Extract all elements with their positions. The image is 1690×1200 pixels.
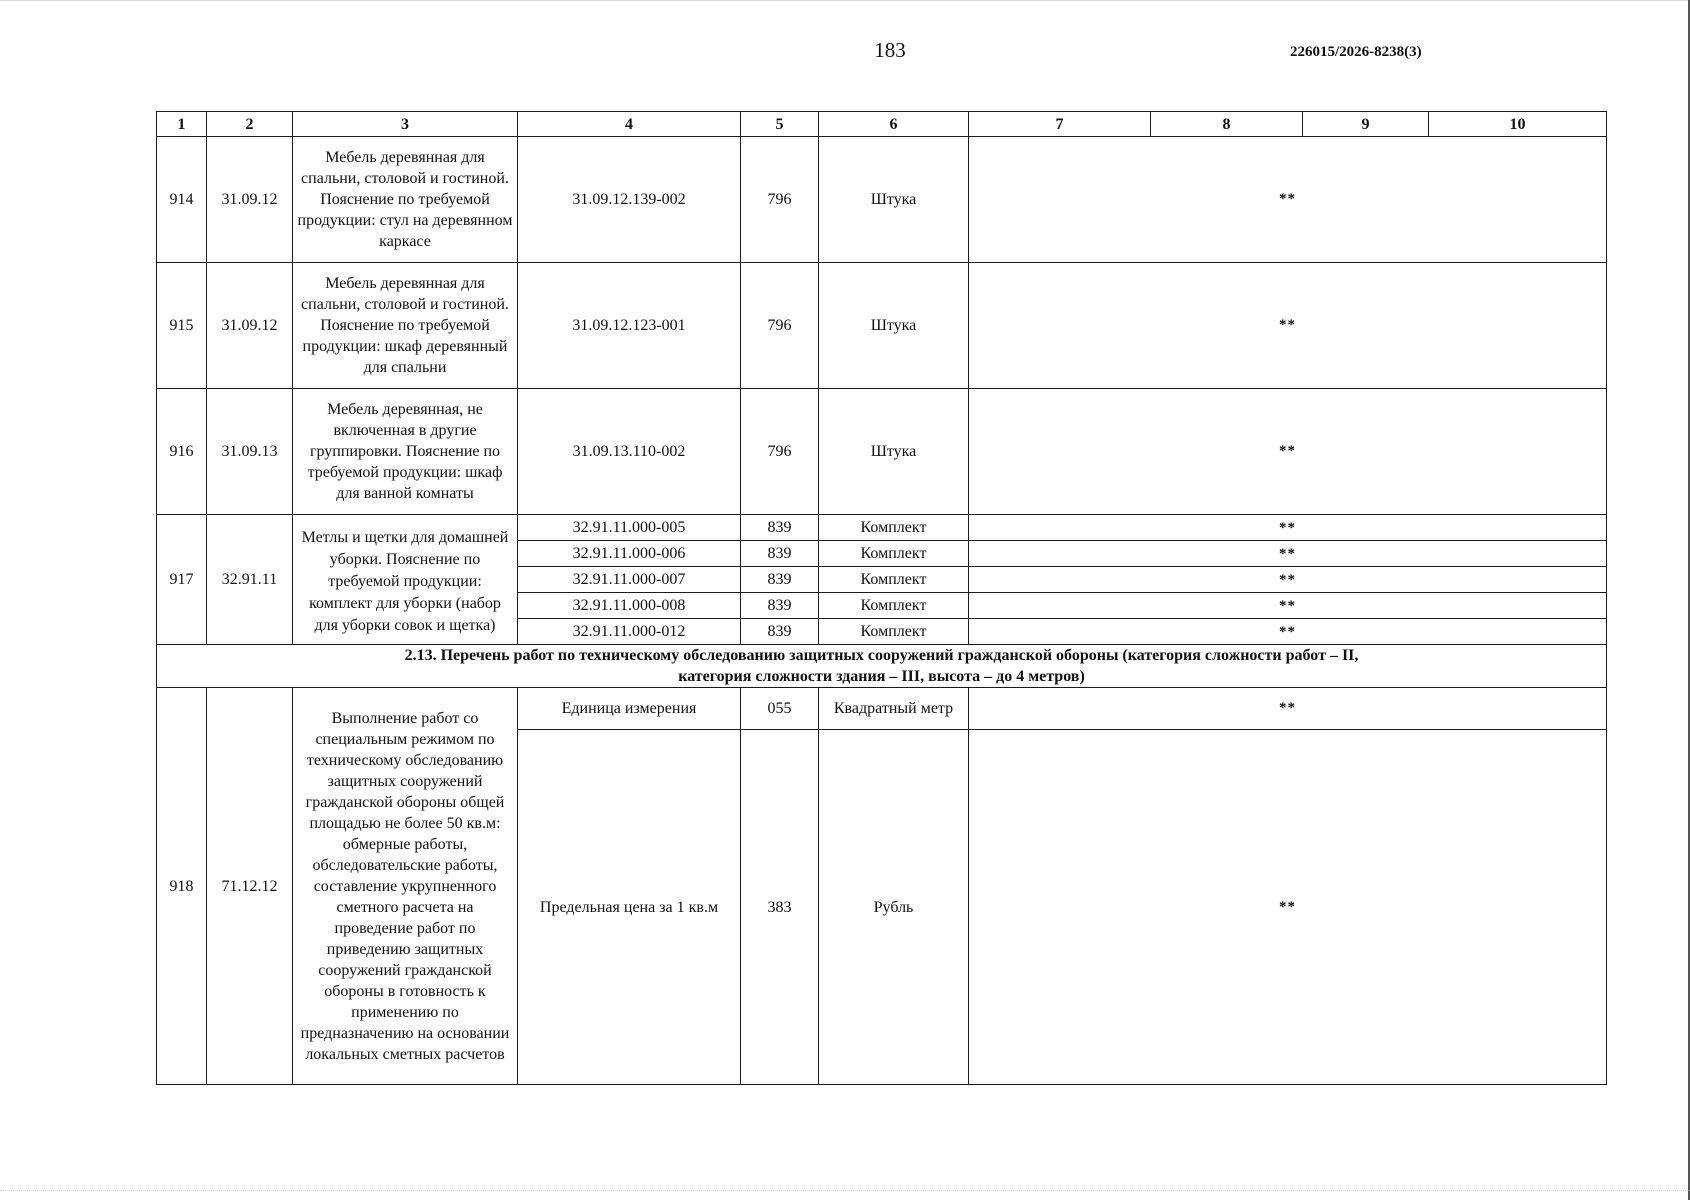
price-value: **	[969, 730, 1607, 1085]
section-heading-line: категория сложности здания – III, высота – до 4 метров)	[678, 668, 1085, 685]
scan-top-edge	[0, 0, 1690, 1]
ktru-code: 32.91.11.000-007	[518, 567, 741, 593]
column-header: 2	[207, 112, 293, 137]
item-description: Метлы и щетки для домашней уборки. Пояснение по требуемой продукции: комплект для уборки (набор для уборки совок и щетка)	[293, 515, 518, 645]
section-heading	[157, 645, 1607, 688]
table-row	[157, 137, 1607, 263]
price-value: **	[969, 515, 1607, 541]
okpd-code: 31.09.12	[207, 263, 293, 389]
column-header: 6	[819, 112, 969, 137]
scan-bottom-edge	[0, 1190, 1690, 1194]
unit-name: Рубль	[819, 730, 969, 1085]
item-description: Мебель деревянная для спальни, столовой и гостиной. Пояснение по требуемой продукции: стул на деревянном каркасе	[293, 137, 518, 263]
price-value: **	[969, 263, 1607, 389]
okpd-code: 31.09.13	[207, 389, 293, 515]
okpd-code: 31.09.12	[207, 137, 293, 263]
unit-name: Комплект	[819, 541, 969, 567]
ktru-code: 32.91.11.000-008	[518, 593, 741, 619]
ktru-code: 32.91.11.000-012	[518, 619, 741, 645]
document-code: 226015/2026-8238(3)	[1290, 44, 1422, 60]
unit-name: Квадратный метр	[819, 688, 969, 730]
ktru-code: 31.09.12.123-001	[518, 263, 741, 389]
row-number: 918	[157, 688, 207, 1085]
okei-code: 796	[741, 263, 819, 389]
price-list-table	[156, 111, 1607, 1085]
column-header: 9	[1303, 112, 1429, 137]
okei-code: 839	[741, 515, 819, 541]
okei-code: 796	[741, 389, 819, 515]
column-header: 8	[1151, 112, 1303, 137]
row-number: 917	[157, 515, 207, 645]
unit-name: Штука	[819, 389, 969, 515]
column-header: 7	[969, 112, 1151, 137]
table-row	[157, 688, 1607, 730]
unit-name: Комплект	[819, 593, 969, 619]
okpd-code: 71.12.12	[207, 688, 293, 1085]
ktru-code: 31.09.12.139-002	[518, 137, 741, 263]
okei-code: 839	[741, 567, 819, 593]
item-description: Выполнение работ со специальным режимом по техническому обследованию защитных сооружений гражданской обороны общей площадью не более 50 кв.м: обмерные работы, обследовательские работы, составление укрупненного сметного расчета на проведение работ по приведению защитных сооружений гражданской обороны в готовность к применению по предназначению на основании локальных сметных расчетов	[293, 688, 518, 1085]
price-value: **	[969, 137, 1607, 263]
column-header: 3	[293, 112, 518, 137]
okei-code: 839	[741, 541, 819, 567]
row-number: 914	[157, 137, 207, 263]
okpd-code: 32.91.11	[207, 515, 293, 645]
price-value: **	[969, 541, 1607, 567]
price-value: **	[969, 619, 1607, 645]
unit-name: Комплект	[819, 567, 969, 593]
okei-code: 796	[741, 137, 819, 263]
okei-code: 839	[741, 619, 819, 645]
okei-code: 383	[741, 730, 819, 1085]
characteristic-name: Предельная цена за 1 кв.м	[518, 730, 741, 1085]
unit-name: Комплект	[819, 619, 969, 645]
unit-name: Штука	[819, 263, 969, 389]
unit-name: Комплект	[819, 515, 969, 541]
okei-code: 839	[741, 593, 819, 619]
okei-code: 055	[741, 688, 819, 730]
ktru-code: 31.09.13.110-002	[518, 389, 741, 515]
table-row	[157, 263, 1607, 389]
section-heading-row	[157, 645, 1607, 688]
table-row	[157, 515, 1607, 541]
item-description: Мебель деревянная, не включенная в другие группировки. Пояснение по требуемой продукции: шкаф для ванной комнаты	[293, 389, 518, 515]
column-header-row	[157, 112, 1607, 137]
ktru-code: 32.91.11.000-005	[518, 515, 741, 541]
row-number: 916	[157, 389, 207, 515]
item-description: Мебель деревянная для спальни, столовой и гостиной. Пояснение по требуемой продукции: шкаф деревянный для спальни	[293, 263, 518, 389]
column-header: 1	[157, 112, 207, 137]
column-header: 5	[741, 112, 819, 137]
unit-name: Штука	[819, 137, 969, 263]
table-row	[157, 389, 1607, 515]
row-number: 915	[157, 263, 207, 389]
characteristic-name: Единица измерения	[518, 688, 741, 730]
column-header: 4	[518, 112, 741, 137]
ktru-code: 32.91.11.000-006	[518, 541, 741, 567]
page-number: 183	[874, 38, 906, 62]
price-value: **	[969, 593, 1607, 619]
column-header: 10	[1429, 112, 1607, 137]
section-heading-line: 2.13. Перечень работ по техническому обследованию защитных сооружений гражданской обороны (категория сложности работ – II,	[404, 647, 1359, 664]
price-value: **	[969, 567, 1607, 593]
price-value: **	[969, 389, 1607, 515]
price-value: **	[969, 688, 1607, 730]
